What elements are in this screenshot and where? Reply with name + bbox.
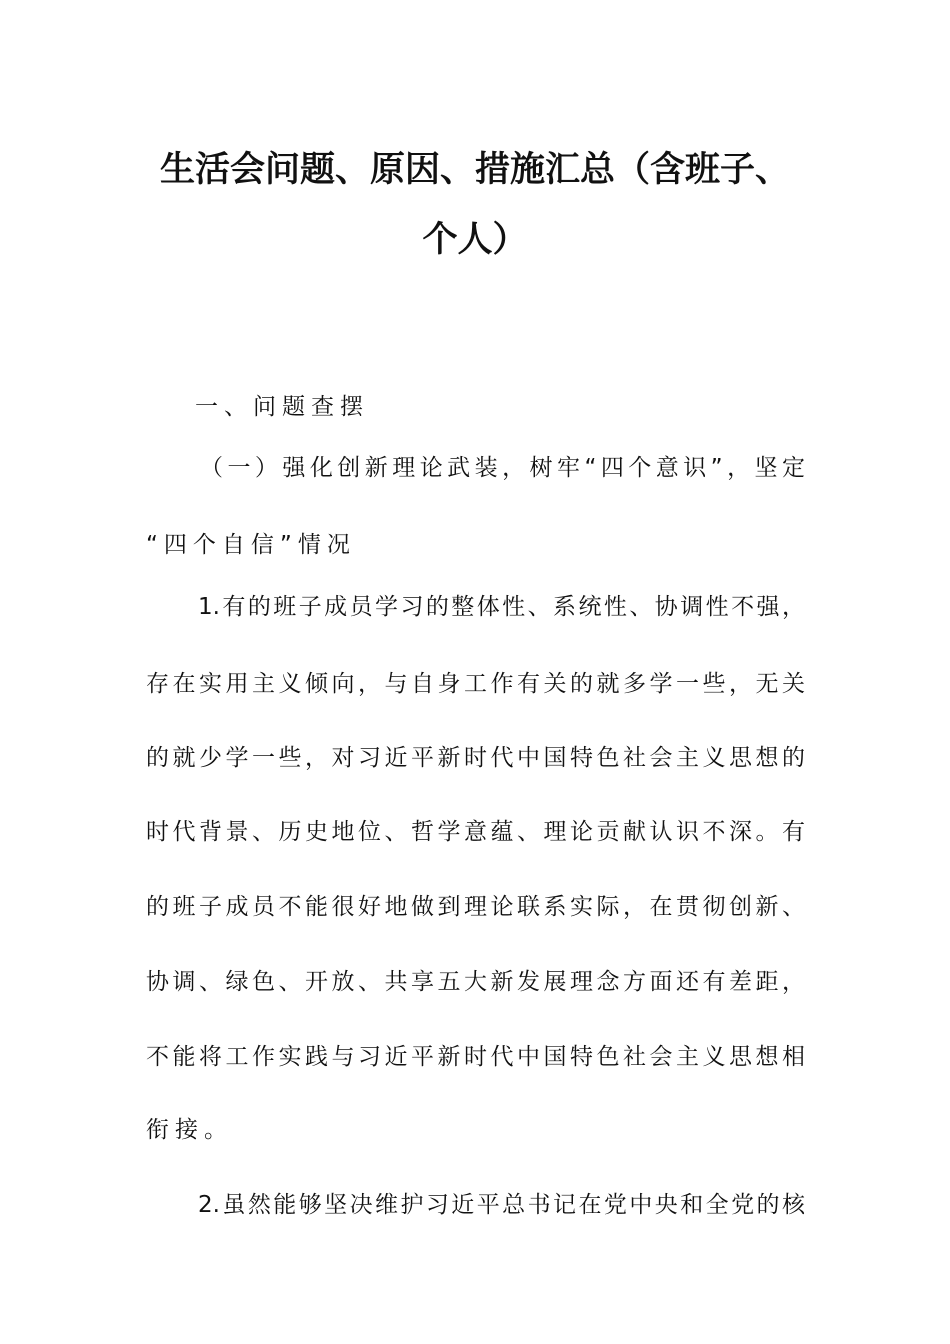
paragraph-line: 协调、绿色、开放、共享五大新发展理念方面还有差距， <box>146 969 805 995</box>
paragraph-line: 的就少学一些，对习近平新时代中国特色社会主义思想的 <box>146 745 805 771</box>
paragraph-line: 衔接。 <box>146 1117 233 1143</box>
paragraph-line: 1.有的班子成员学习的整体性、系统性、协调性不强， <box>198 594 805 620</box>
paragraph-line: 时代背景、历史地位、哲学意蕴、理论贡献认识不深。有 <box>146 819 805 845</box>
subsection-heading-line2: “四个自信”情况 <box>146 532 356 558</box>
paragraph-line: 的班子成员不能很好地做到理论联系实际，在贯彻创新、 <box>146 894 805 920</box>
document-title-line1: 生活会问题、原因、措施汇总（含班子、 <box>159 149 790 190</box>
paragraph-line: 存在实用主义倾向，与自身工作有关的就多学一些，无关 <box>146 671 805 697</box>
section-heading: 一、问题查摆 <box>195 394 369 420</box>
document-title-line2: 个人） <box>422 219 528 260</box>
paragraph-line: 不能将工作实践与习近平新时代中国特色社会主义思想相 <box>146 1044 805 1070</box>
subsection-heading-line1: （一）强化创新理论武装，树牢“四个意识”，坚定 <box>200 455 805 481</box>
paragraph-line: 2.虽然能够坚决维护习近平总书记在党中央和全党的核 <box>198 1192 805 1218</box>
